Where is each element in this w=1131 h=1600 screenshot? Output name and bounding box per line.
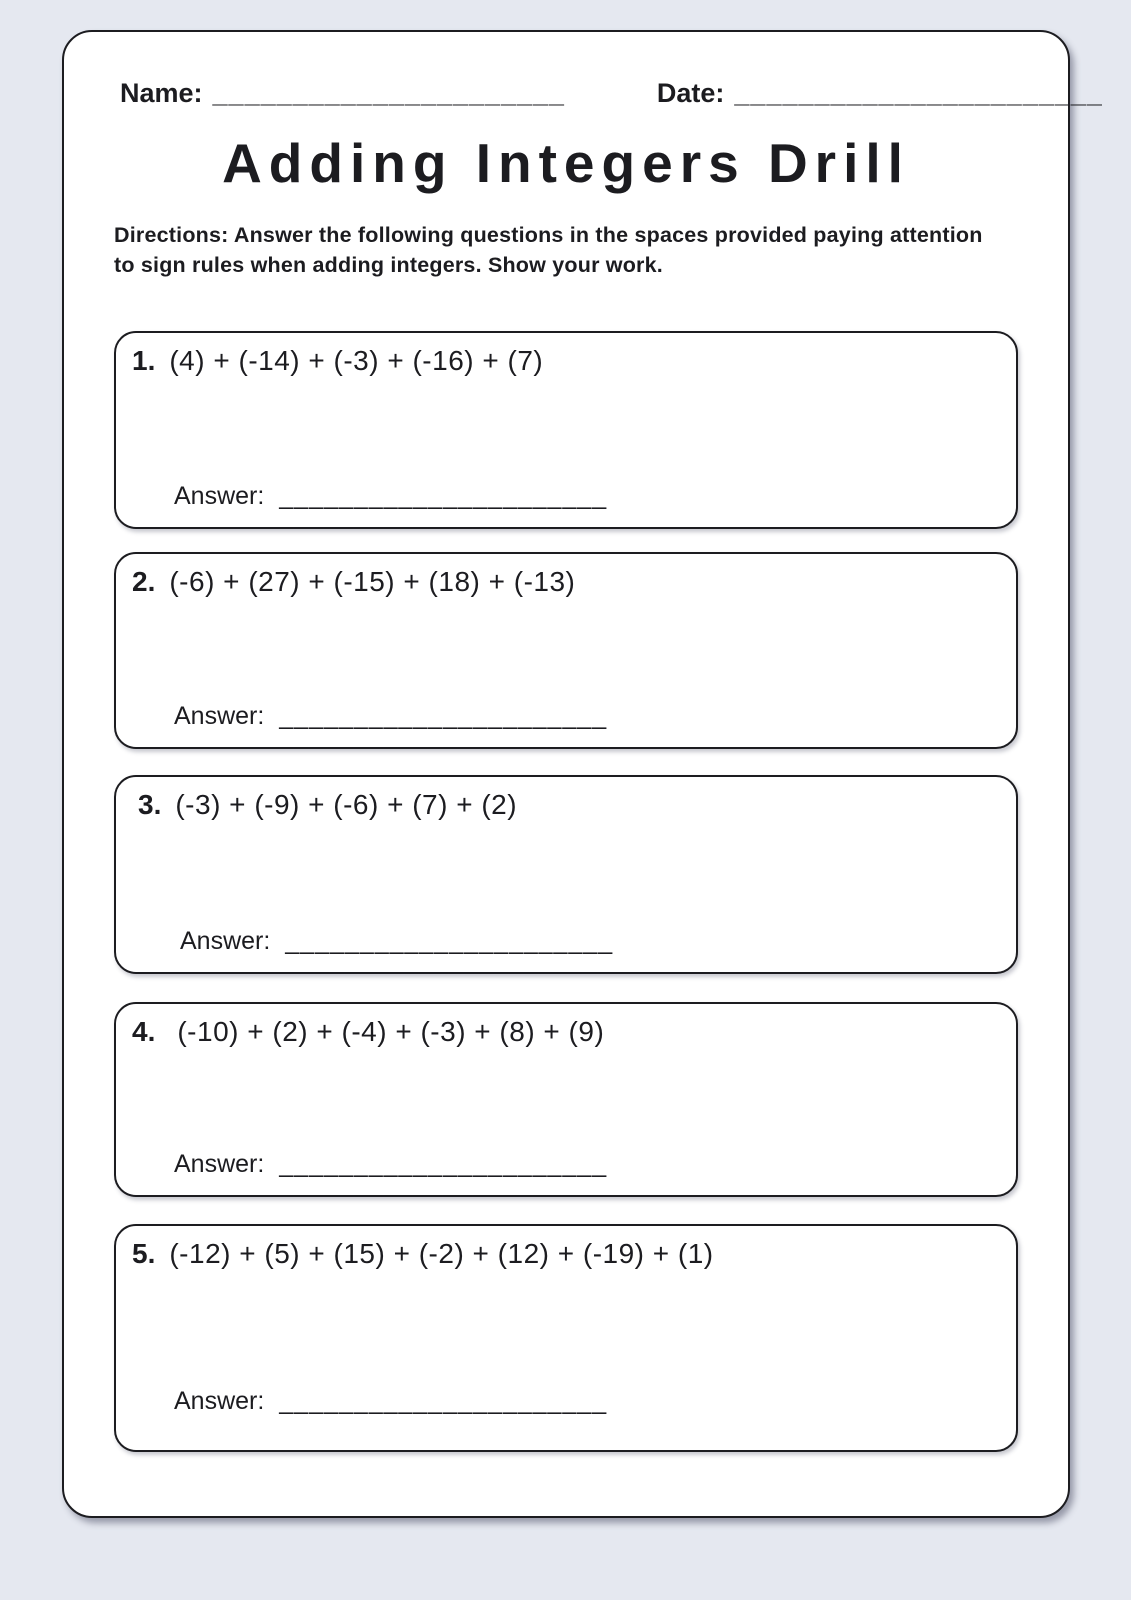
answer-row bbox=[174, 482, 996, 511]
question-line bbox=[132, 1016, 996, 1048]
question-expression: (-10) + (2) + (-4) + (-3) + (8) + (9) bbox=[177, 1015, 605, 1047]
question-number: 1. bbox=[132, 344, 156, 376]
question-box-5 bbox=[114, 1224, 1018, 1452]
question-expression: (-6) + (27) + (-15) + (18) + (-13) bbox=[169, 565, 576, 597]
answer-label: Answer: bbox=[174, 1386, 265, 1415]
answer-label: Answer: bbox=[174, 481, 265, 510]
question-number: 5. bbox=[132, 1237, 156, 1269]
worksheet-page bbox=[62, 30, 1103, 1518]
name-field bbox=[120, 78, 565, 109]
date-field bbox=[657, 78, 1103, 109]
question-box-3 bbox=[114, 775, 1018, 974]
answer-row bbox=[174, 1150, 996, 1179]
answer-blank-line: ______________________ bbox=[279, 1149, 608, 1178]
date-blank-line: _______________________ bbox=[734, 78, 1103, 108]
question-box-4 bbox=[114, 1002, 1018, 1197]
answer-row bbox=[180, 927, 996, 956]
name-date-row bbox=[114, 78, 1103, 109]
directions-text: Directions: Answer the following questions in the spaces provided paying attention to sign rules when adding integers. Show your work. bbox=[114, 222, 983, 278]
question-expression: (-12) + (5) + (15) + (-2) + (12) + (-19) + (1) bbox=[169, 1237, 714, 1269]
question-box-2 bbox=[114, 552, 1018, 749]
answer-blank-line: ______________________ bbox=[285, 926, 614, 955]
answer-blank-line: ______________________ bbox=[279, 1386, 608, 1415]
question-number: 4. bbox=[132, 1015, 156, 1047]
answer-label: Answer: bbox=[174, 1149, 265, 1178]
answer-blank-line: ______________________ bbox=[279, 701, 608, 730]
answer-label: Answer: bbox=[174, 701, 265, 730]
question-line bbox=[132, 345, 996, 377]
name-label: Name: bbox=[120, 78, 203, 108]
name-blank-line: ______________________ bbox=[212, 78, 565, 108]
page-title: Adding Integers Drill bbox=[222, 132, 910, 194]
answer-row bbox=[174, 702, 996, 731]
answer-row bbox=[174, 1387, 996, 1416]
question-number: 3. bbox=[138, 788, 162, 820]
answer-blank-line: ______________________ bbox=[279, 481, 608, 510]
answer-label: Answer: bbox=[180, 926, 271, 955]
question-box-1 bbox=[114, 331, 1018, 529]
question-expression: (-3) + (-9) + (-6) + (7) + (2) bbox=[175, 788, 518, 820]
question-line bbox=[132, 566, 996, 598]
question-line bbox=[138, 789, 996, 821]
question-number: 2. bbox=[132, 565, 156, 597]
question-line bbox=[132, 1238, 996, 1270]
date-label: Date: bbox=[656, 78, 725, 108]
question-expression: (4) + (-14) + (-3) + (-16) + (7) bbox=[169, 344, 544, 376]
